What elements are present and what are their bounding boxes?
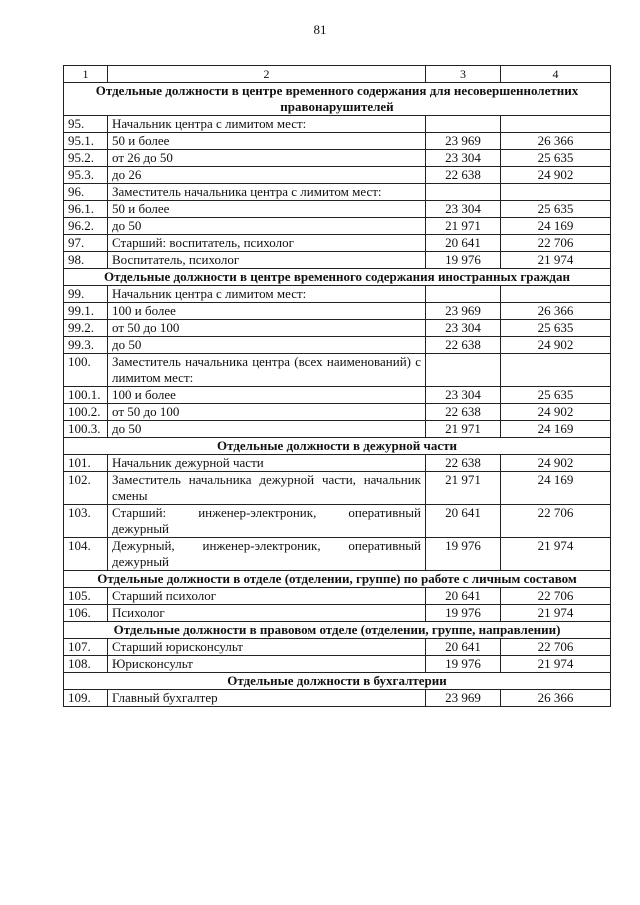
position-name: Старший психолог — [108, 588, 426, 605]
position-name: Старший юрисконсульт — [108, 639, 426, 656]
row-number: 96.2. — [64, 218, 108, 235]
salary-value-col4: 21 974 — [501, 605, 611, 622]
salary-value-col3: 23 304 — [426, 387, 501, 404]
table-row — [64, 354, 611, 387]
salary-value-col4 — [501, 184, 611, 201]
salary-value-col4: 22 706 — [501, 505, 611, 538]
position-name: Психолог — [108, 605, 426, 622]
table-row — [64, 116, 611, 133]
column-number-row — [64, 66, 611, 83]
salary-value-col3: 23 304 — [426, 201, 501, 218]
position-name: Воспитатель, психолог — [108, 252, 426, 269]
row-number: 100.1. — [64, 387, 108, 404]
table-row — [64, 421, 611, 438]
position-name: Начальник центра с лимитом мест: — [108, 286, 426, 303]
salary-value-col4: 26 366 — [501, 303, 611, 320]
salary-value-col4: 21 974 — [501, 656, 611, 673]
row-number: 98. — [64, 252, 108, 269]
row-number: 96. — [64, 184, 108, 201]
table-row — [64, 605, 611, 622]
position-name: Начальник дежурной части — [108, 455, 426, 472]
position-name: Заместитель начальника центра (всех наименований) с лимитом мест: — [108, 354, 426, 387]
salary-value-col3: 23 304 — [426, 150, 501, 167]
salary-value-col4: 25 635 — [501, 150, 611, 167]
position-name: Заместитель начальника дежурной части, начальник смены — [108, 472, 426, 505]
table-row — [64, 218, 611, 235]
table-row — [64, 286, 611, 303]
position-name: до 26 — [108, 167, 426, 184]
salary-value-col4 — [501, 354, 611, 387]
section-heading-row — [64, 571, 611, 588]
salary-value-col4 — [501, 286, 611, 303]
row-number: 102. — [64, 472, 108, 505]
table-row — [64, 150, 611, 167]
section-heading-row — [64, 622, 611, 639]
salary-value-col3: 23 969 — [426, 303, 501, 320]
row-number: 95.2. — [64, 150, 108, 167]
section-heading-row — [64, 83, 611, 116]
salary-value-col4: 24 169 — [501, 218, 611, 235]
position-name: от 50 до 100 — [108, 320, 426, 337]
salary-value-col4: 24 902 — [501, 167, 611, 184]
row-number: 100.2. — [64, 404, 108, 421]
row-number: 107. — [64, 639, 108, 656]
row-number: 108. — [64, 656, 108, 673]
salary-value-col4: 25 635 — [501, 201, 611, 218]
position-name: 50 и более — [108, 133, 426, 150]
salary-value-col3: 22 638 — [426, 455, 501, 472]
table-row — [64, 201, 611, 218]
row-number: 99.3. — [64, 337, 108, 354]
position-name: 100 и более — [108, 387, 426, 404]
salary-value-col4: 26 366 — [501, 133, 611, 150]
salary-value-col3: 23 304 — [426, 320, 501, 337]
table-row — [64, 387, 611, 404]
salary-value-col4: 22 706 — [501, 588, 611, 605]
row-number: 103. — [64, 505, 108, 538]
position-name: Старший: инженер-электроник, оперативный дежурный — [108, 505, 426, 538]
section-heading: Отдельные должности в правовом отделе (отделении, группе, направлении) — [64, 622, 611, 639]
salary-value-col3 — [426, 354, 501, 387]
salary-value-col3: 19 976 — [426, 538, 501, 571]
row-number: 95.1. — [64, 133, 108, 150]
table-row — [64, 690, 611, 707]
position-name: Дежурный, инженер-электроник, оперативный дежурный — [108, 538, 426, 571]
row-number: 99.2. — [64, 320, 108, 337]
row-number: 96.1. — [64, 201, 108, 218]
salary-value-col4: 25 635 — [501, 387, 611, 404]
row-number: 105. — [64, 588, 108, 605]
table-row — [64, 303, 611, 320]
salary-value-col4: 26 366 — [501, 690, 611, 707]
page-number: 81 — [313, 22, 327, 37]
row-number: 106. — [64, 605, 108, 622]
salary-value-col3: 22 638 — [426, 167, 501, 184]
section-heading: Отдельные должности в центре временного содержания для несовершеннолетних правонарушителей — [64, 83, 611, 116]
section-heading: Отдельные должности в бухгалтерии — [64, 673, 611, 690]
position-name: 50 и более — [108, 201, 426, 218]
position-name: Старший: воспитатель, психолог — [108, 235, 426, 252]
row-number: 95.3. — [64, 167, 108, 184]
row-number: 100. — [64, 354, 108, 387]
row-number: 100.3. — [64, 421, 108, 438]
column-number-3: 3 — [426, 66, 501, 83]
salary-value-col4 — [501, 116, 611, 133]
table-row — [64, 252, 611, 269]
salary-value-col4: 24 902 — [501, 404, 611, 421]
table-row — [64, 337, 611, 354]
salary-value-col3: 21 971 — [426, 218, 501, 235]
salary-value-col4: 24 169 — [501, 421, 611, 438]
position-name: до 50 — [108, 337, 426, 354]
salary-value-col3: 19 976 — [426, 605, 501, 622]
row-number: 95. — [64, 116, 108, 133]
table-row — [64, 455, 611, 472]
salary-value-col4: 24 902 — [501, 455, 611, 472]
table-row — [64, 472, 611, 505]
row-number: 104. — [64, 538, 108, 571]
column-number-4: 4 — [501, 66, 611, 83]
table-row — [64, 404, 611, 421]
salary-value-col4: 24 902 — [501, 337, 611, 354]
section-heading: Отдельные должности в дежурной части — [64, 438, 611, 455]
salary-value-col3: 23 969 — [426, 133, 501, 150]
salary-value-col3: 20 641 — [426, 235, 501, 252]
row-number: 101. — [64, 455, 108, 472]
salary-value-col3 — [426, 286, 501, 303]
salary-value-col3: 21 971 — [426, 421, 501, 438]
row-number: 99.1. — [64, 303, 108, 320]
salary-value-col3 — [426, 184, 501, 201]
section-heading-row — [64, 269, 611, 286]
section-heading: Отдельные должности в отделе (отделении, группе) по работе с личным составом — [64, 571, 611, 588]
position-name: от 50 до 100 — [108, 404, 426, 421]
position-name: 100 и более — [108, 303, 426, 320]
position-name: до 50 — [108, 218, 426, 235]
salary-value-col3: 22 638 — [426, 404, 501, 421]
salary-value-col4: 22 706 — [501, 639, 611, 656]
position-name: Начальник центра с лимитом мест: — [108, 116, 426, 133]
table-row — [64, 184, 611, 201]
table-row — [64, 639, 611, 656]
salary-value-col4: 25 635 — [501, 320, 611, 337]
table-row — [64, 538, 611, 571]
table-row — [64, 235, 611, 252]
salary-value-col4: 22 706 — [501, 235, 611, 252]
position-name: от 26 до 50 — [108, 150, 426, 167]
column-number-2: 2 — [108, 66, 426, 83]
salary-value-col3: 20 641 — [426, 505, 501, 538]
position-name: Заместитель начальника центра с лимитом мест: — [108, 184, 426, 201]
table-body — [64, 66, 611, 707]
section-heading-row — [64, 438, 611, 455]
position-name: Главный бухгалтер — [108, 690, 426, 707]
salary-value-col4: 21 974 — [501, 538, 611, 571]
salary-value-col4: 24 169 — [501, 472, 611, 505]
table-row — [64, 133, 611, 150]
section-heading: Отдельные должности в центре временного содержания иностранных граждан — [64, 269, 611, 286]
salary-value-col3: 23 969 — [426, 690, 501, 707]
row-number: 97. — [64, 235, 108, 252]
salary-table — [63, 65, 611, 707]
table-row — [64, 656, 611, 673]
position-name: Юрисконсульт — [108, 656, 426, 673]
table-row — [64, 320, 611, 337]
column-number-1: 1 — [64, 66, 108, 83]
salary-value-col3: 22 638 — [426, 337, 501, 354]
row-number: 109. — [64, 690, 108, 707]
salary-value-col3: 20 641 — [426, 639, 501, 656]
table-row — [64, 505, 611, 538]
salary-value-col3: 19 976 — [426, 656, 501, 673]
salary-value-col4: 21 974 — [501, 252, 611, 269]
position-name: до 50 — [108, 421, 426, 438]
salary-value-col3 — [426, 116, 501, 133]
salary-value-col3: 19 976 — [426, 252, 501, 269]
table-row — [64, 167, 611, 184]
salary-value-col3: 20 641 — [426, 588, 501, 605]
salary-value-col3: 21 971 — [426, 472, 501, 505]
section-heading-row — [64, 673, 611, 690]
row-number: 99. — [64, 286, 108, 303]
table-row — [64, 588, 611, 605]
